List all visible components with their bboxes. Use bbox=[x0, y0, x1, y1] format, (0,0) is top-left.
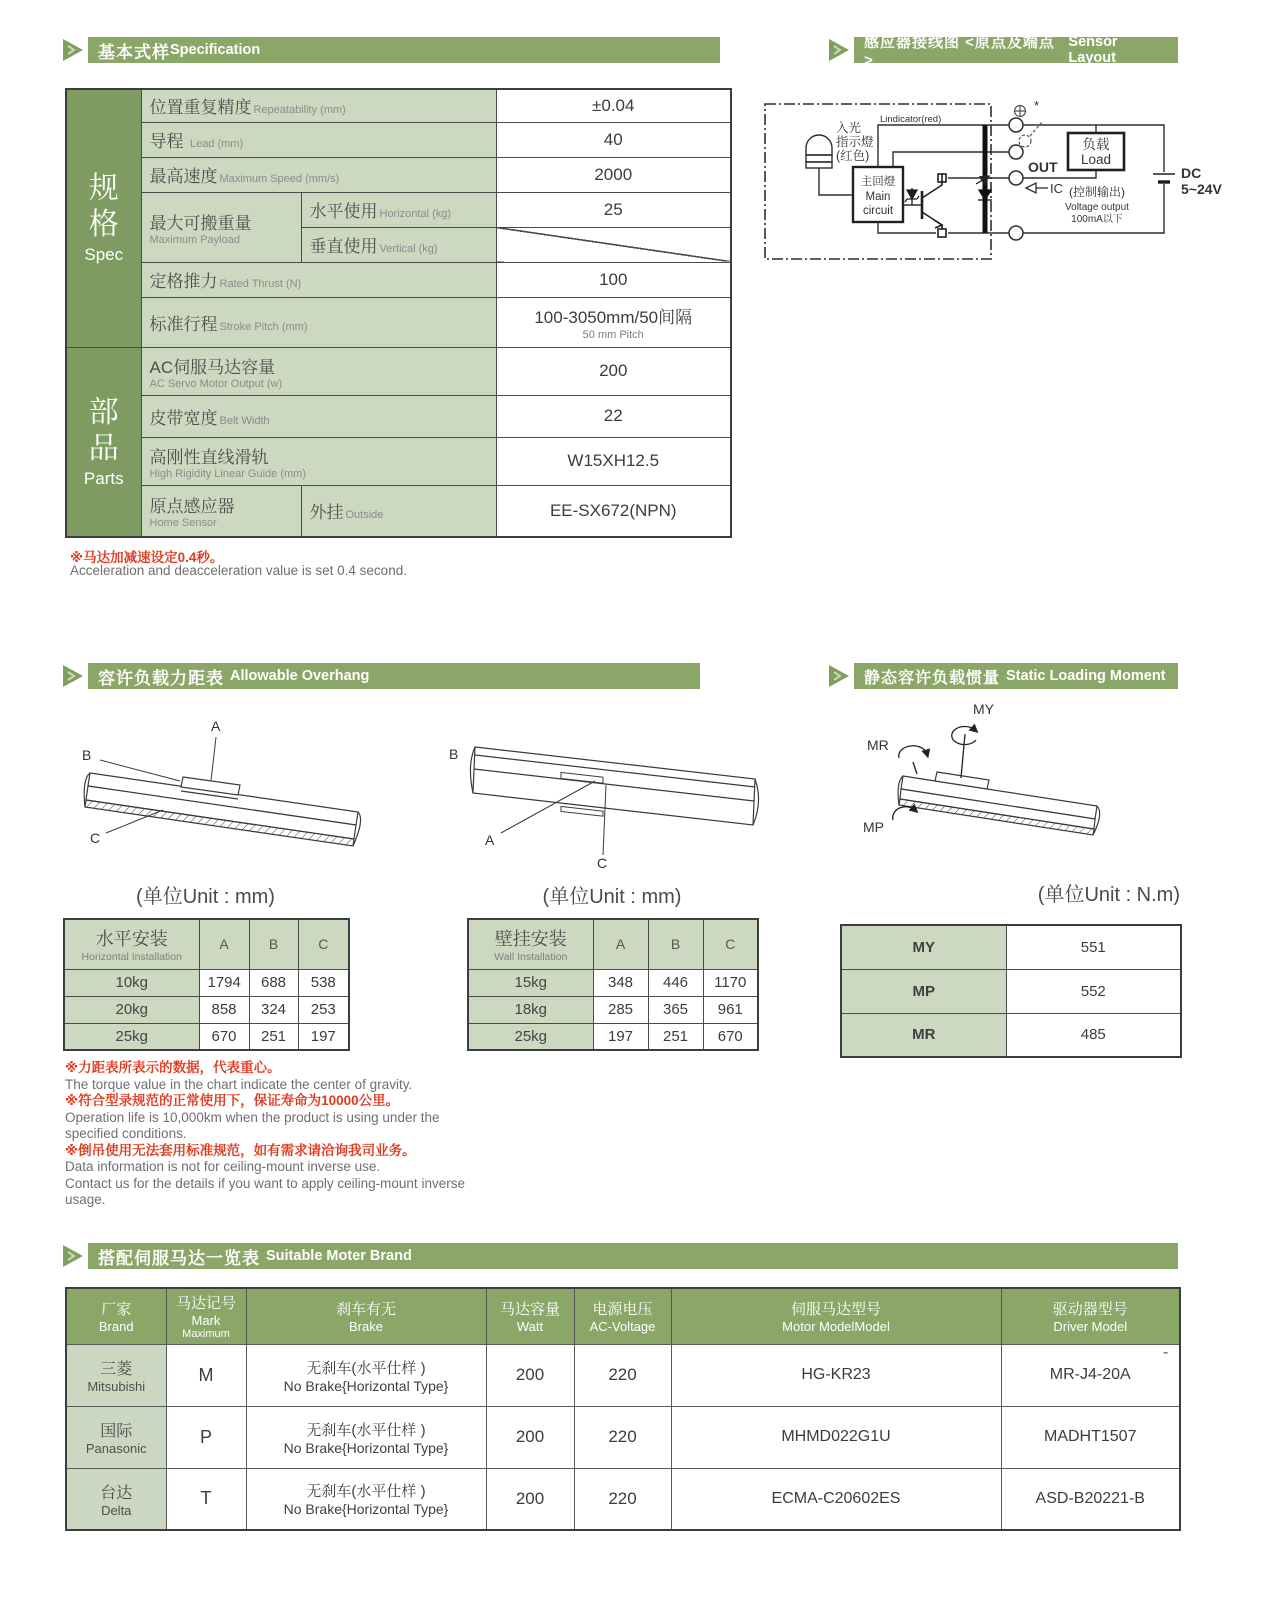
header-brake: 刹车有无 Brake bbox=[246, 1288, 486, 1344]
actuator-body bbox=[84, 773, 360, 846]
table-row bbox=[468, 919, 758, 969]
col-b: B bbox=[648, 919, 703, 969]
sensor-header-en: Sensor Layout bbox=[1068, 34, 1118, 66]
moment-section-header bbox=[828, 663, 1178, 689]
voltage-output-label: Voltage output bbox=[1065, 202, 1129, 213]
overhang-section-header bbox=[62, 663, 700, 689]
col-c: C bbox=[298, 919, 349, 969]
parts-side-zh: 部品 bbox=[88, 395, 119, 465]
header-motor-model: 伺服马达型号 Motor ModelModel bbox=[671, 1288, 1001, 1344]
note-line: ※符合型录规范的正常使用下，保证寿命为10000公里。 bbox=[65, 1093, 400, 1108]
col-c: C bbox=[703, 919, 758, 969]
table-row: 20kg 858 324 253 bbox=[64, 996, 349, 1023]
dc-source-icon bbox=[1153, 174, 1175, 182]
parts-side-en: Parts bbox=[83, 468, 124, 488]
table-row: MY 551 bbox=[841, 925, 1181, 969]
motor-header-en: Suitable Moter Brand bbox=[266, 1248, 412, 1264]
note-line: ※力距表所表示的数据，代表重心。 bbox=[65, 1060, 281, 1075]
asterisk-label: * bbox=[1034, 98, 1040, 113]
motor-header-zh: 搭配伺服马达一览表 bbox=[98, 1248, 260, 1268]
unit-label-moment: (单位Unit : N.m) bbox=[1037, 884, 1180, 906]
horizontal-table-title: 水平安装 Horizontal Installation bbox=[64, 919, 199, 969]
table-row: 10kg 1794 688 538 bbox=[64, 969, 349, 996]
unit-label-wall: (单位Unit : mm) bbox=[542, 886, 682, 908]
led-label-3: (红色) bbox=[836, 149, 870, 163]
note-line: Data information is not for ceiling-mount inverse use. bbox=[65, 1159, 381, 1174]
section-arrow-icon bbox=[62, 38, 84, 62]
out-label: OUT bbox=[1028, 159, 1058, 175]
payload-vertical-label: 垂直使用 Vertical (kg) bbox=[301, 227, 496, 262]
overhang-notes bbox=[65, 1060, 525, 1209]
table-row: 15kg 348 446 1170 bbox=[468, 969, 758, 996]
table-row: 25kg 197 251 670 bbox=[468, 1023, 758, 1050]
section-arrow-icon bbox=[828, 38, 850, 62]
spec-side-cell bbox=[66, 89, 141, 347]
wall-actuator-diagram bbox=[443, 705, 783, 870]
home-sensor-mount-label: 外挂 Outside bbox=[301, 485, 496, 537]
header-watt: 马达容量 Watt bbox=[486, 1288, 574, 1344]
table-row bbox=[66, 437, 731, 485]
brake-cell: 无刹车(水平仕样 ) No Brake{Horizontal Type} bbox=[246, 1406, 486, 1468]
max-speed-label: 最高速度 Maximum Speed (mm/s) bbox=[141, 157, 496, 192]
table-row: 18kg 285 365 961 bbox=[468, 996, 758, 1023]
overhang-section-bar bbox=[88, 663, 700, 689]
section-arrow-icon bbox=[62, 1244, 84, 1268]
header-voltage: 电源电压 AC-Voltage bbox=[574, 1288, 671, 1344]
table-row bbox=[66, 157, 731, 192]
horizontal-actuator-diagram bbox=[68, 715, 408, 865]
thrust-label: 定格推力 Rated Thrust (N) bbox=[141, 262, 496, 297]
terminal-circles bbox=[1009, 118, 1023, 240]
col-a: A bbox=[593, 919, 648, 969]
moment-section-bar bbox=[854, 663, 1178, 689]
ic-symbol bbox=[1026, 181, 1063, 196]
spec-note-zh: ※马达加减速设定0.4秒。 bbox=[70, 550, 224, 565]
label-my: MY bbox=[973, 701, 994, 717]
section-arrow-icon bbox=[828, 664, 850, 688]
payload-horizontal-label: 水平使用 Horizontal (kg) bbox=[301, 192, 496, 227]
dc-label: DC bbox=[1181, 165, 1202, 181]
table-row: MR 485 bbox=[841, 1013, 1181, 1057]
thrust-value: 100 bbox=[496, 262, 731, 297]
belt-value: 22 bbox=[496, 395, 731, 437]
sensor-section-bar bbox=[854, 34, 1178, 69]
payload-horizontal-value: 25 bbox=[496, 192, 731, 227]
motor-brand-table bbox=[65, 1287, 1181, 1531]
label-c: C bbox=[597, 855, 608, 870]
sensor-section-header bbox=[828, 34, 1178, 69]
label-b: B bbox=[449, 746, 459, 762]
lead-label: 导程 Lead (mm) bbox=[141, 122, 496, 157]
stroke-label: 标准行程 Stroke Pitch (mm) bbox=[141, 297, 496, 347]
payload-vertical-value bbox=[496, 227, 731, 262]
section-arrow-icon bbox=[62, 664, 84, 688]
parts-side-cell bbox=[66, 347, 141, 537]
header-driver-model: 驱动器型号 Driver Model bbox=[1001, 1288, 1180, 1344]
brake-cell: 无刹车(水平仕样 ) No Brake{Horizontal Type} bbox=[246, 1468, 486, 1530]
moment-header-zh: 静态容许负载惯量 bbox=[864, 669, 1001, 687]
load-en: Load bbox=[1080, 152, 1112, 167]
note-line: Operation life is 10,000km when the product is using under the specified conditions. bbox=[65, 1109, 440, 1141]
table-row bbox=[66, 297, 731, 347]
ic-label: IC bbox=[1050, 181, 1063, 196]
spec-note-en: Acceleration and deacceleration value is set 0.4 second. bbox=[70, 563, 407, 578]
spec-section-header bbox=[62, 37, 720, 63]
col-a: A bbox=[199, 919, 249, 969]
static-moment-table bbox=[840, 924, 1182, 1058]
spec-header-zh: 基本式样 bbox=[98, 42, 170, 62]
max-speed-value: 2000 bbox=[496, 157, 731, 192]
spec-side-zh: 规格 bbox=[88, 172, 119, 242]
stroke-value: 100-3050mm/50间隔 50 mm Pitch bbox=[496, 297, 731, 347]
dc-voltage-label: 5~24V bbox=[1181, 181, 1222, 197]
lindicator-label: Lindicator(red) bbox=[880, 114, 942, 125]
load-zh: 负载 bbox=[1082, 137, 1110, 152]
table-row bbox=[66, 89, 731, 122]
guide-value: W15XH12.5 bbox=[496, 437, 731, 485]
label-mr: MR bbox=[867, 737, 889, 753]
horizontal-overhang-table bbox=[63, 918, 350, 1051]
brand-cell: 三菱 Mitsubishi bbox=[66, 1344, 166, 1406]
home-sensor-label: 原点感应器 Home Sensor bbox=[141, 485, 301, 537]
label-c: C bbox=[90, 830, 101, 846]
table-row bbox=[66, 192, 731, 227]
repeatability-label: 位置重复精度 Repeatability (mm) bbox=[141, 89, 496, 122]
table-row: 国际 Panasonic P 无刹车(水平仕样 ) No Brake{Horizontal Type} 200 220 MHMD022G1U MADHT1507 bbox=[66, 1406, 1180, 1468]
header-mark: 马达记号 Mark Maximum bbox=[166, 1288, 246, 1344]
home-sensor-value: EE-SX672(NPN) bbox=[496, 485, 731, 537]
actuator-body bbox=[470, 747, 758, 825]
table-row bbox=[66, 347, 731, 395]
transistor-symbol bbox=[922, 174, 946, 237]
moment-header-en: Static Loading Moment bbox=[1006, 668, 1166, 684]
zener-diode-icon bbox=[905, 188, 919, 205]
spec-section-bar bbox=[88, 37, 720, 63]
main-circuit-zh: 主回燈 bbox=[860, 176, 896, 188]
overhang-header-zh: 容许负载力距表 bbox=[98, 668, 224, 688]
sensor-header-zh: 感应器接线图 <原点及端点> bbox=[864, 34, 1055, 69]
note-line: ※倒吊使用无法套用标准规范，如有需求请洽询我司业务。 bbox=[65, 1142, 416, 1158]
repeatability-value: ±0.04 bbox=[496, 89, 731, 122]
spec-side-en: Spec bbox=[84, 245, 124, 265]
table-row: 台达 Delta T 无刹车(水平仕样 ) No Brake{Horizontal Type} 200 220 ECMA-C20602ES ASD-B20221-B bbox=[66, 1468, 1180, 1530]
header-brand: 厂家 Brand bbox=[66, 1288, 166, 1344]
main-circuit-en1: Main bbox=[865, 191, 891, 203]
table-row bbox=[66, 122, 731, 157]
dashed-link bbox=[1030, 122, 1042, 136]
overhang-header-en: Allowable Overhang bbox=[230, 668, 370, 684]
label-b: B bbox=[82, 747, 92, 763]
spec-header-en: Specification bbox=[170, 42, 261, 58]
sensor-wiring-diagram bbox=[762, 92, 1222, 270]
led-label-2: 指示燈 bbox=[836, 135, 874, 149]
plus-terminal-icon bbox=[1015, 106, 1026, 117]
table-row: 三菱 Mitsubishi M 无刹车(水平仕样 ) No Brake{Horizontal Type} 200 220 HG-KR23 MR-J4-20A bbox=[66, 1344, 1180, 1406]
stray-dash-mark: - bbox=[1163, 1344, 1169, 1361]
wall-overhang-table bbox=[467, 918, 759, 1051]
servo-value: 200 bbox=[496, 347, 731, 395]
note-line: The torque value in the chart indicate the center of gravity. bbox=[65, 1076, 413, 1092]
moment-actuator-diagram bbox=[855, 692, 1155, 857]
brand-cell: 国际 Panasonic bbox=[66, 1406, 166, 1468]
brake-cell: 无刹车(水平仕样 ) No Brake{Horizontal Type} bbox=[246, 1344, 486, 1406]
dashed-terminal-icon bbox=[1019, 135, 1031, 147]
table-row: MP 552 bbox=[841, 969, 1181, 1013]
table-row bbox=[64, 919, 349, 969]
guide-label: 高刚性直线滑轨 High Rigidity Linear Guide (mm) bbox=[141, 437, 496, 485]
belt-label: 皮带宽度 Belt Width bbox=[141, 395, 496, 437]
motor-section-header bbox=[62, 1243, 1178, 1269]
motor-section-bar bbox=[88, 1243, 1178, 1269]
current-limit-label: 100mA以下 bbox=[1071, 214, 1123, 225]
ctrl-output-label: (控制输出) bbox=[1069, 185, 1125, 199]
table-row bbox=[66, 1288, 1180, 1344]
label-a: A bbox=[485, 832, 495, 848]
table-row: 25kg 670 251 197 bbox=[64, 1023, 349, 1050]
spec-table bbox=[65, 88, 732, 538]
unit-label-horizontal: (单位Unit : mm) bbox=[136, 886, 275, 908]
table-row bbox=[66, 395, 731, 437]
brand-cell: 台达 Delta bbox=[66, 1468, 166, 1530]
table-row bbox=[66, 262, 731, 297]
payload-label: 最大可搬重量 Maximum Payload bbox=[141, 192, 301, 262]
main-circuit-en2: circuit bbox=[862, 205, 894, 217]
led-indicator-icon bbox=[806, 135, 832, 168]
label-mp: MP bbox=[863, 819, 884, 835]
label-a: A bbox=[211, 718, 221, 734]
actuator-body bbox=[898, 772, 1100, 835]
table-row bbox=[66, 485, 731, 537]
lead-value: 40 bbox=[496, 122, 731, 157]
servo-label: AC伺服马达容量 AC Servo Motor Output (w) bbox=[141, 347, 496, 395]
led-label-1: 入光 bbox=[836, 121, 862, 135]
note-line: Contact us for the details if you want to apply ceiling-mount inverse usage. bbox=[65, 1175, 465, 1207]
col-b: B bbox=[249, 919, 298, 969]
wall-table-title: 壁挂安装 Wall Installation bbox=[468, 919, 593, 969]
